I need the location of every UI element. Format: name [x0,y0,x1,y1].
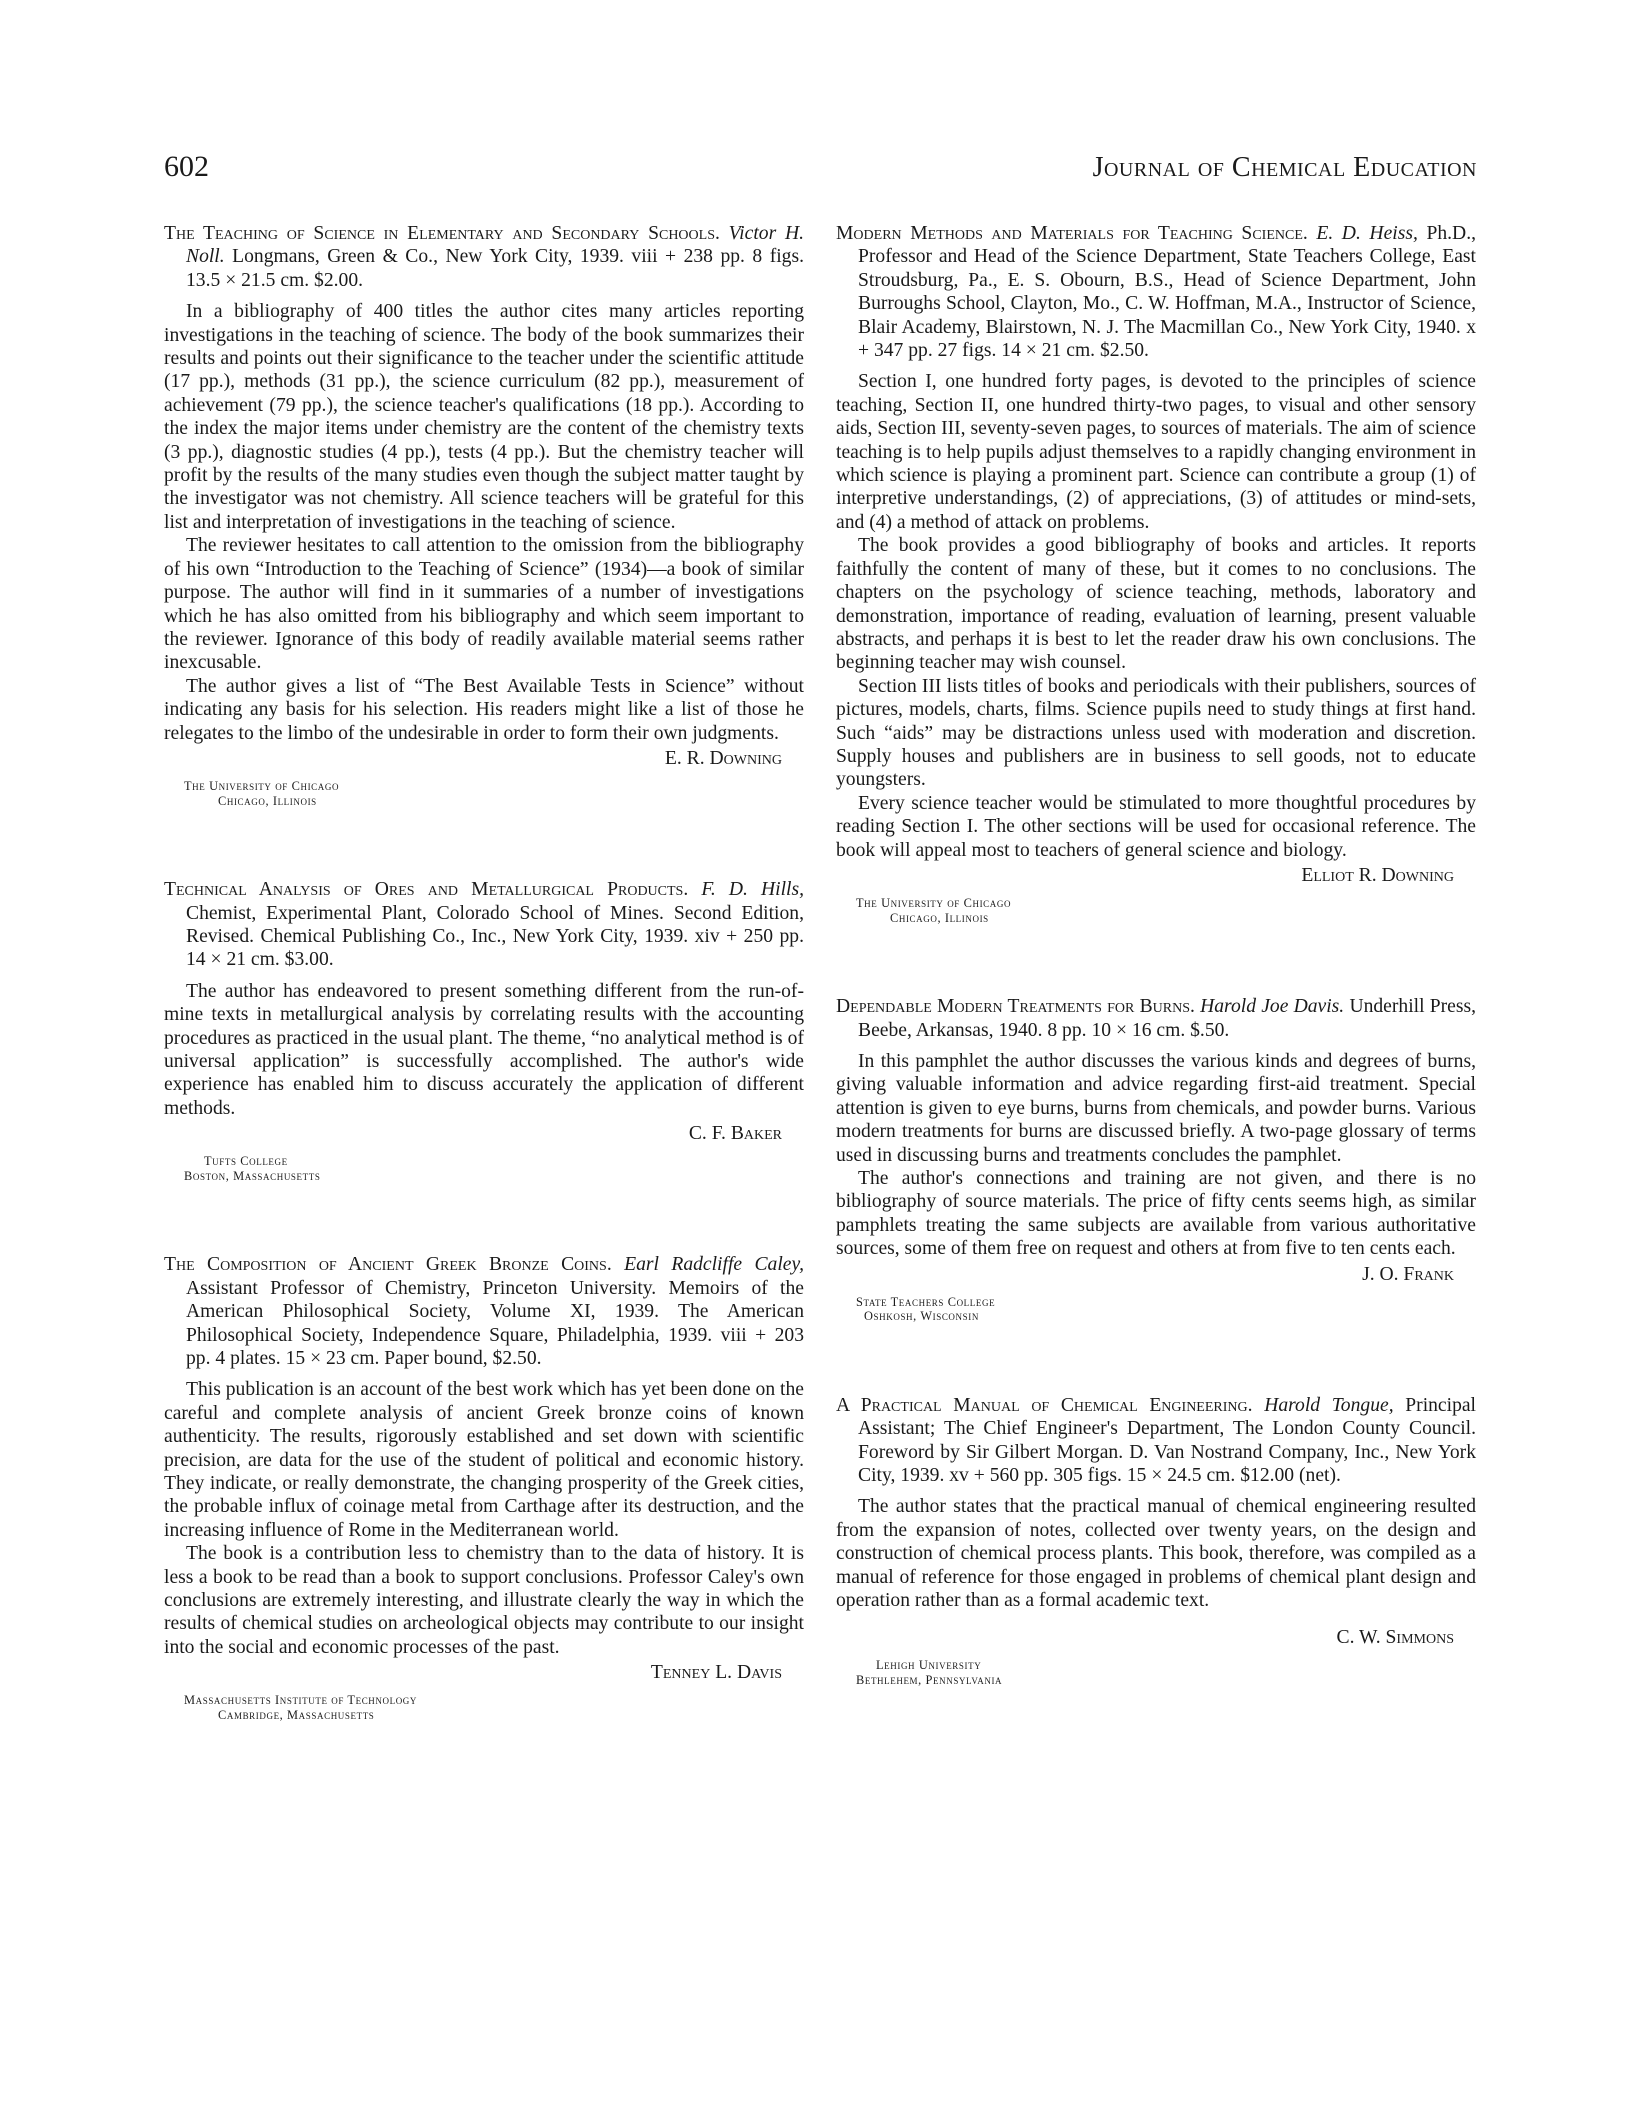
reviewer-name: J. O. Frank [1362,1263,1454,1285]
book-author: F. D. Hills, [701,879,804,901]
book-review [164,1253,804,1722]
review-paragraph: The author's connections and training are not given, and there is no bibliography of source materials. The price of fifty cents seems high, as similar pamphlets treating the same subjects are available from various authoritative sources, some of them free on request and others at from five to ten cents each. [836,1168,1476,1260]
book-review [164,878,804,1183]
review-paragraph: The author has endeavored to present something different from the run-of-mine texts in metallurgical analysis by correlating results with the accounting procedures as practiced in the usual plant. The theme, “no analytical method is of universal application” is successfully accomplished. The author's wide experience has enabled him to discuss accurately the application of different methods. [164,980,804,1119]
reviewer-affiliation [184,1693,804,1722]
review-citation [836,995,1476,1042]
book-author: E. D. Heiss, [1316,223,1418,244]
affiliation-location: Boston, Massachusetts [184,1168,321,1183]
reviewer-name: Tenney L. Davis [650,1662,782,1684]
review-paragraph: Section III lists titles of books and periodicals with their publishers, sources of pictures, models, charts, films. Science pupils need to study things at first hand. Such “aids” may be distractions unless used with moderation and discretion. Supply houses and publishers are in business to sell goods, not to educate youngsters. [836,675,1476,791]
reviewer-name: C. W. Simmons [1336,1627,1454,1649]
book-author: Earl Radcliffe Caley, [624,1254,804,1276]
publication-details: Assistant Professor of Chemistry, Princeton University. Memoirs of the American Philosophical Society, Volume XI, 1939. The American Philosophical Society, Independence Square, Philadelphia, 1939. viii + 203 pp. 4 plates. 15 × 23 cm. Paper bound, $2.50. [186,1277,804,1369]
review-paragraph: The reviewer hesitates to call attention to the omission from the bibliography of his own “Introduction to the Teaching of Science” (1934)—a book of similar purpose. The author will find in it summaries of a number of investigations which he has also omitted from his bibliography and which seem important to the reviewer. Ignorance of this body of readily available material seems rather inexcusable. [164,535,804,674]
review-citation [164,222,804,292]
book-title: Technical Analysis of Ores and Metallurgical Products. [164,879,689,901]
publication-details: Principal Assistant; The Chief Engineer's Department, The London County Council. Foreword by Sir Gilbert Morgan. D. Van Nostrand Company, Inc., New York City, 1939. xv + 560 pp. 305 figs. 15 × 24.5 cm. $12.00 (net). [858,1394,1477,1487]
affiliation-institution: The University of Chicago [184,778,340,793]
affiliation-institution: Tufts College [204,1154,288,1169]
reviewer-affiliation [184,779,804,808]
reviewer-affiliation [856,896,1476,925]
book-title: The Teaching of Science in Elementary and Secondary Schools. [164,223,720,244]
review-paragraph: The author gives a list of “The Best Available Tests in Science” without indicating any basis for his selection. His readers might like a list of those he relegates to the limbo of the undesirable in order to form their own judgments. [164,675,804,744]
affiliation-institution: The University of Chicago [856,895,1012,910]
review-paragraph: The book provides a good bibliography of books and articles. It reports faithfully the content of many of these, but it comes to no conclusions. The chapters on the psychology of science teaching, methods, laboratory and demonstration, importance of reading, evaluation of learning, present valuable abstracts, and perhaps it is best to let the reader draw his own conclusions. The beginning teacher may wish counsel. [836,535,1476,674]
book-title: Dependable Modern Treatments for Burns. [836,996,1195,1018]
publication-details: Chemist, Experimental Plant, Colorado School of Mines. Second Edition, Revised. Chemical Publishing Co., Inc., New York City, 1939. xiv + 250 pp. 14 × 21 cm. $3.00. [186,902,804,971]
reviewer-affiliation [856,1658,1476,1687]
book-review [836,222,1476,925]
review-paragraph: The book is a contribution less to chemistry than to the data of history. It is less a book to be read than a book to support conclusions. Professor Caley's own conclusions are extremely interesting, and illustrate clearly the way in which the results of chemical studies on archeological objects may contribute to our insight into the social and economic processes of the past. [164,1543,804,1658]
review-paragraph: The author states that the practical manual of chemical engineering resulted from the expansion of notes, collected over twenty years, on the design and construction of chemical process plants. This book, therefore, was compiled as a manual of reference for those engaged in problems of chemical plant design and operation rather than as a formal academic text. [836,1496,1476,1612]
affiliation-institution: Massachusetts Institute of Technology [184,1693,417,1708]
reviewer-name: Elliot R. Downing [1301,864,1454,886]
book-review [164,222,804,808]
journal-title: Journal of Chemical Education [1092,152,1477,183]
affiliation-location: Oshkosh, Wisconsin [864,1309,979,1324]
reviewer-affiliation [184,1154,804,1183]
book-author: Harold Joe Davis. [1200,996,1345,1018]
book-review [836,1394,1476,1688]
reviewer-affiliation [856,1295,1476,1324]
review-paragraph: This publication is an account of the best work which has yet been done on the careful and complete analysis of ancient Greek bronze coins of known authenticity. The results, rigorously established and set down with scientific precision, are data for the use of the student of political and economic history. They indicate, or really demonstrate, the changing prosperity of the Greek cities, the probable influx of coinage metal from Carthage after its destruction, and the increasing influence of Rome in the Mediterranean world. [164,1379,804,1541]
affiliation-location: Chicago, Illinois [218,793,317,808]
book-title: A Practical Manual of Chemical Engineering. [836,1394,1253,1416]
book-author: Victor H. Noll. [186,223,805,268]
review-citation [164,878,804,972]
publication-details: Ph.D., Professor and Head of the Science Department, State Teachers College, East Stroudsburg, Pa., E. S. Obourn, B.S., Head of Science Department, John Burroughs School, Clayton, Mo., C. W. Hoffman, M.A., Instructor of Science, Blair Academy, Blairstown, N. J. The Macmillan Co., New York City, 1940. x + 347 pp. 27 figs. 14 × 21 cm. $2.50. [858,223,1476,362]
publication-details: Underhill Press, Beebe, Arkansas, 1940. 8 pp. 10 × 16 cm. $.50. [858,996,1477,1041]
review-citation [836,222,1476,362]
review-citation [836,1394,1476,1488]
page-header [164,150,1477,184]
affiliation-location: Cambridge, Massachusetts [218,1707,375,1722]
book-title: Modern Methods and Materials for Teaching Science. [836,223,1308,244]
affiliation-location: Bethlehem, Pennsylvania [856,1673,1003,1688]
affiliation-institution: State Teachers College [856,1294,996,1309]
book-title: The Composition of Ancient Greek Bronze Coins. [164,1254,612,1276]
review-paragraph: Section I, one hundred forty pages, is devoted to the principles of science teaching, Section II, one hundred thirty-two pages, to visual and other sensory aids, Section III, seventy-seven pages, to sources of materials. The aim of science teaching is to help pupils adjust themselves to a rapidly changing environment in which science is playing a prominent part. Science can contribute a group (1) of interpretive understandings, (2) of appreciations, (3) of attitudes or mind-sets, and (4) a method of attack on problems. [836,371,1476,533]
publication-details: Longmans, Green & Co., New York City, 1939. viii + 238 pp. 8 figs. 13.5 × 21.5 cm. $2.00. [186,246,804,291]
left-column [164,222,804,1722]
review-citation [164,1253,804,1370]
affiliation-location: Chicago, Illinois [890,910,989,925]
book-review [836,995,1476,1324]
review-paragraph: Every science teacher would be stimulated to more thoughtful procedures by reading Section I. The other sections will be used for occasional reference. The book will appeal most to teachers of general science and biology. [836,792,1476,861]
book-author: Harold Tongue, [1264,1394,1394,1416]
right-column [836,222,1476,1688]
reviewer-name: E. R. Downing [664,747,782,769]
review-paragraph: In a bibliography of 400 titles the author cites many articles reporting investigations in the teaching of science. The body of the book summarizes their results and points out their significance to the teacher under the scientific attitude (17 pp.), methods (31 pp.), the science curriculum (82 pp.), measurement of achievement (79 pp.), the science teacher's qualifications (18 pp.). According to the index the major items under chemistry are the content of the chemistry texts (3 pp.), diagnostic studies (4 pp.), tests (4 pp.). But the chemistry teacher will profit by the results of the many studies even though the subject matter taught by the investigator was not chemistry. All science teachers will be grateful for this list and interpretation of investigations in the teaching of science. [164,301,804,533]
reviewer-name: C. F. Baker [688,1123,782,1145]
page-number: 602 [164,150,209,183]
affiliation-institution: Lehigh University [876,1658,982,1673]
review-paragraph: In this pamphlet the author discusses the various kinds and degrees of burns, giving valuable information and advice regarding first-aid treatment. Special attention is given to eye burns, burns from chemicals, and powder burns. Various modern treatments for burns are discussed briefly. A two-page glossary of terms used in discussing burns and treatments concludes the pamphlet. [836,1050,1476,1166]
